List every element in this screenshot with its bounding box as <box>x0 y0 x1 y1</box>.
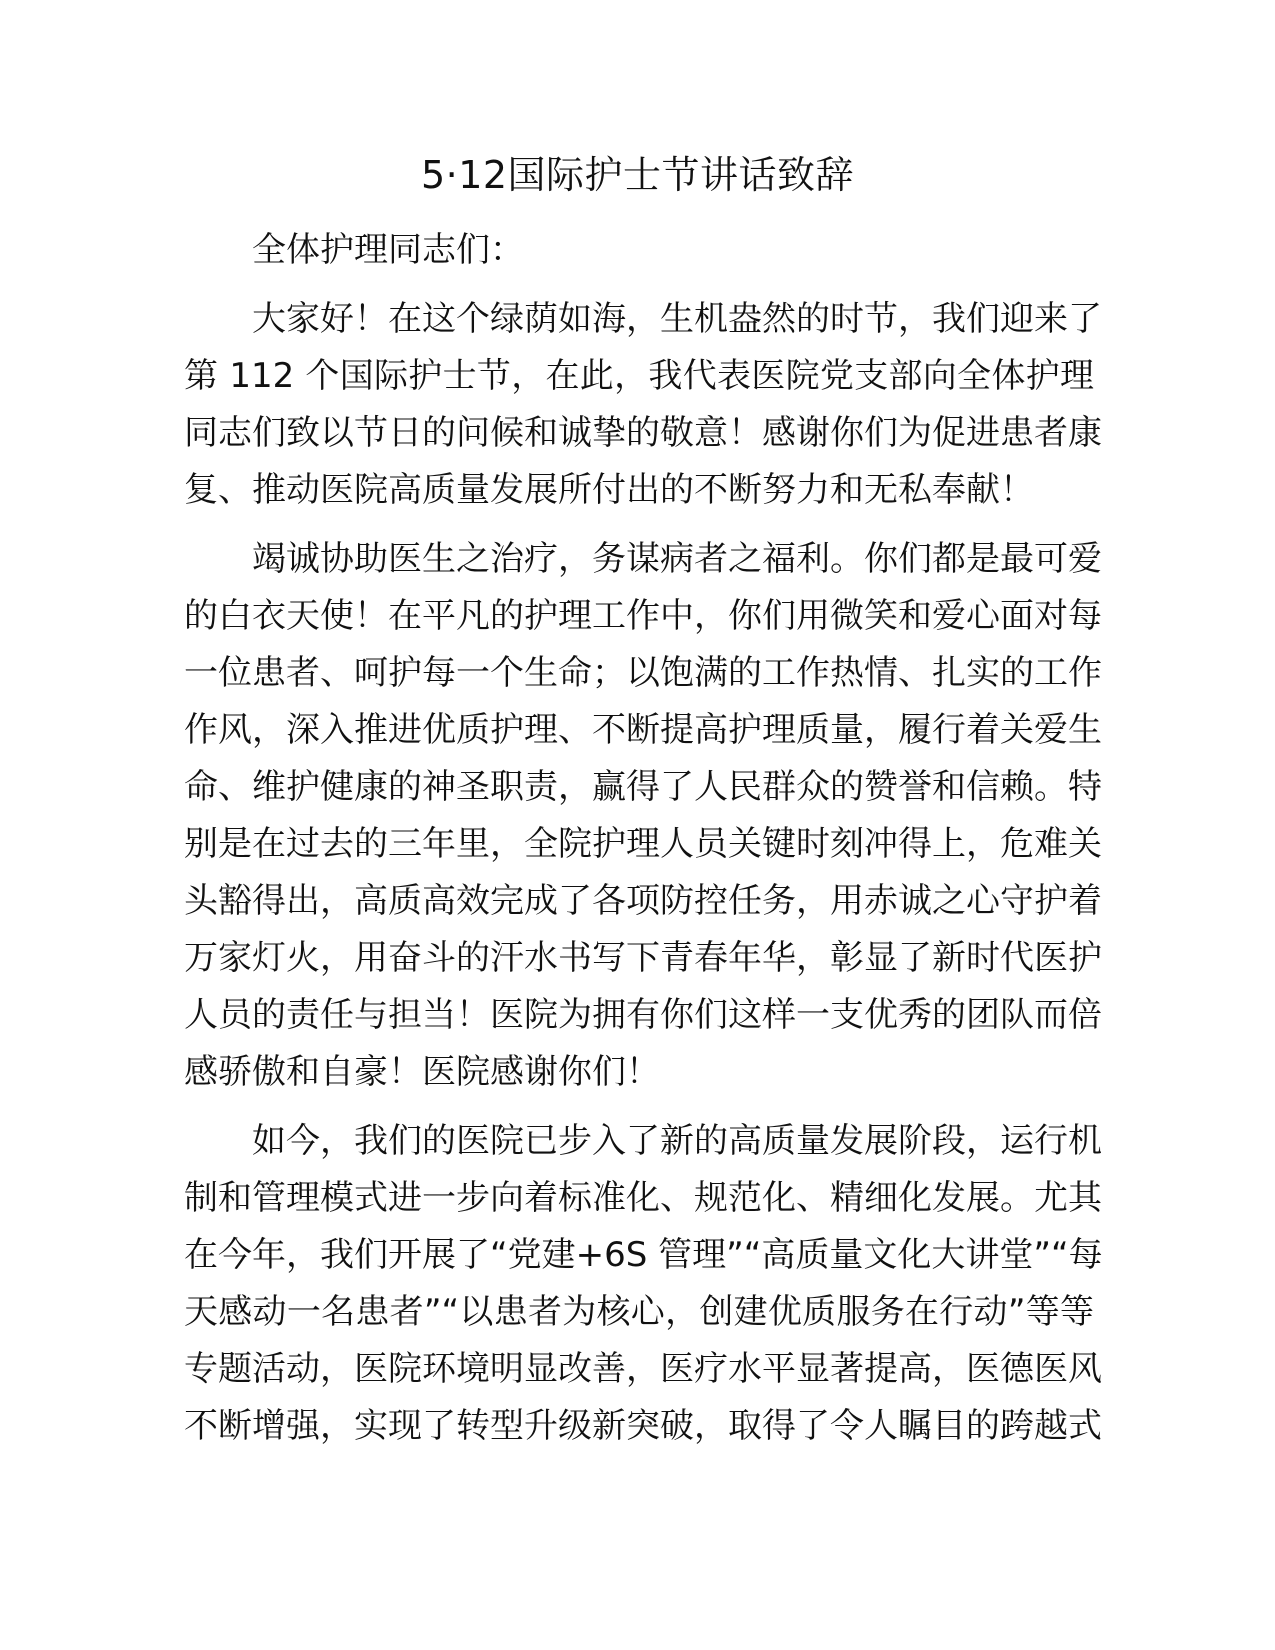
paragraph-line: 在今年，我们开展了“党建+6S 管理”“高质量文化大讲堂”“每 <box>184 1235 1103 1275</box>
paragraph-line: 头豁得出，高质高效完成了各项防控任务，用赤诚之心守护着 <box>184 881 1102 921</box>
paragraph-line: 复、推动医院高质量发展所付出的不断努力和无私奉献！ <box>184 470 1034 510</box>
paragraph-line: 竭诚协助医生之治疗，务谋病者之福利。你们都是最可爱 <box>252 539 1102 579</box>
paragraph-line: 命、维护健康的神圣职责，赢得了人民群众的赞誉和信赖。特 <box>184 767 1102 807</box>
paragraph-line: 别是在过去的三年里，全院护理人员关键时刻冲得上，危难关 <box>184 824 1102 864</box>
paragraph-line: 专题活动，医院环境明显改善，医疗水平显著提高，医德医风 <box>184 1349 1102 1389</box>
paragraph-line: 人员的责任与担当！医院为拥有你们这样一支优秀的团队而倍 <box>184 995 1102 1035</box>
paragraph-spacer <box>184 1101 1094 1113</box>
paragraph-line: 如今，我们的医院已步入了新的高质量发展阶段，运行机 <box>252 1121 1102 1161</box>
paragraph-line: 天感动一名患者”“以患者为核心，创建优质服务在行动”等等 <box>184 1292 1094 1332</box>
paragraph-line: 大家好！在这个绿荫如海，生机盎然的时节，我们迎来了 <box>252 299 1102 339</box>
paragraph-3 <box>184 1113 1103 1455</box>
paragraph-line: 万家灯火，用奋斗的汗水书写下青春年华，彰显了新时代医护 <box>184 938 1102 978</box>
document-body <box>184 222 1103 1455</box>
paragraph-line: 不断增强，实现了转型升级新突破，取得了令人瞩目的跨越式 <box>184 1406 1102 1446</box>
paragraph-spacer <box>184 279 1094 291</box>
paragraph-line: 制和管理模式进一步向着标准化、规范化、精细化发展。尤其 <box>184 1178 1102 1218</box>
paragraph-2 <box>184 531 1102 1101</box>
paragraph-spacer <box>184 519 1094 531</box>
paragraph-line: 同志们致以节日的问候和诚挚的敬意！感谢你们为促进患者康 <box>184 413 1102 453</box>
paragraph-line: 一位患者、呵护每一个生命；以饱满的工作热情、扎实的工作 <box>184 653 1102 693</box>
greeting-line: 全体护理同志们： <box>252 230 524 270</box>
document-title: 5·12国际护士节讲话致辞 <box>420 153 855 197</box>
paragraph-line: 的白衣天使！在平凡的护理工作中，你们用微笑和爱心面对每 <box>184 596 1102 636</box>
paragraph-1 <box>184 291 1102 519</box>
paragraph-line: 作风，深入推进优质护理、不断提高护理质量，履行着关爱生 <box>184 710 1102 750</box>
paragraph-line: 第 112 个国际护士节，在此，我代表医院党支部向全体护理 <box>184 356 1094 396</box>
paragraph-line: 感骄傲和自豪！医院感谢你们！ <box>184 1052 660 1092</box>
